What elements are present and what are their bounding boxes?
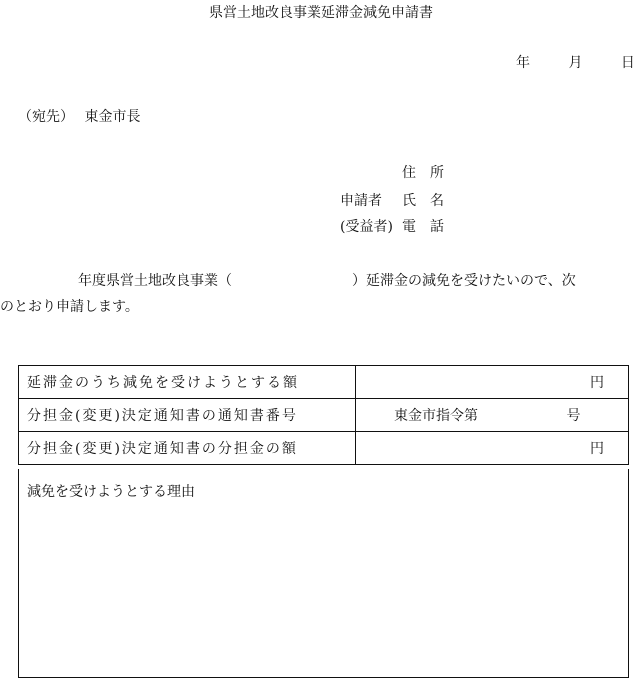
- table-row: [19, 399, 629, 432]
- applicant-prefix: 申請者: [340, 193, 382, 209]
- addressee: [18, 106, 140, 126]
- reduction-amount-field[interactable]: [356, 366, 629, 399]
- notice-number-field[interactable]: [356, 399, 629, 432]
- yen-unit: 円: [590, 441, 604, 457]
- yen-unit: 円: [590, 375, 604, 391]
- notice-number-prefix: 東金市指令第: [394, 408, 478, 424]
- table-row: [19, 366, 629, 399]
- notice-number-label: 分担金(変更)決定通知書の通知書番号: [19, 399, 356, 432]
- application-table: [18, 365, 629, 465]
- table-row: [19, 432, 629, 465]
- reason-label: 減免を受けようとする理由: [27, 484, 195, 500]
- reason-box[interactable]: [18, 469, 629, 678]
- share-amount-field[interactable]: [356, 432, 629, 465]
- date-line: [516, 52, 635, 72]
- date-year: 年: [516, 55, 530, 71]
- date-day: 日: [620, 55, 635, 71]
- name-label: 氏 名: [402, 193, 444, 209]
- notice-number-unit: 号: [566, 408, 581, 424]
- addressee-name: 東金市長: [84, 109, 141, 125]
- body-line-1: [78, 270, 576, 290]
- document-title: 県営土地改良事業延滞金減免申請書: [209, 5, 433, 21]
- reduction-amount-label: 延滞金のうち減免を受けようとする額: [19, 366, 356, 399]
- beneficiary-prefix: (受益者): [340, 219, 393, 235]
- body-text-b: ）延滞金の減免を受けたいので、次: [352, 273, 576, 289]
- body-text-a: 年度県営土地改良事業（: [78, 273, 232, 289]
- date-month: 月: [568, 55, 583, 71]
- body-line-2: のとおり申請します。: [0, 299, 139, 315]
- address-label: 住 所: [402, 165, 444, 181]
- share-amount-label: 分担金(変更)決定通知書の分担金の額: [19, 432, 356, 465]
- addressee-prefix: （宛先）: [18, 109, 74, 125]
- phone-label: 電 話: [402, 219, 444, 235]
